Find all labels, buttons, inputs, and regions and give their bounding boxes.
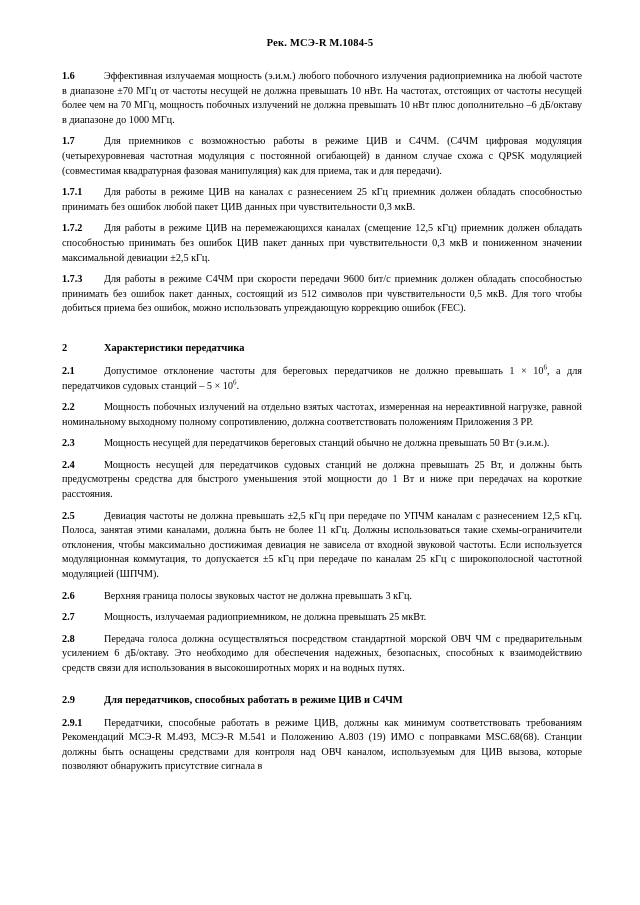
paragraph-2-3 <box>62 437 582 452</box>
paragraph-number: 1.7 <box>62 136 75 148</box>
paragraph-number: 2.9.1 <box>62 717 83 729</box>
paragraph-2-8 <box>62 633 582 677</box>
paragraph-text: Мощность, излучаемая радиоприемником, не должна превышать 25 мкВт. <box>104 612 427 624</box>
paragraph-1-7 <box>62 135 582 179</box>
paragraph-number: 2.3 <box>62 438 75 450</box>
section-title: Характеристики передатчика <box>104 342 245 354</box>
paragraph-text: Для работы в режиме ЦИВ на перемежающихся каналах (смещение 12,5 кГц) приемник должен обладать способностью принимать без ошибок ЦИВ пакет данных при чувствительности 0,3 мкВ и пониженном значении максимальной девиации ±2,5 кГц. <box>62 223 582 264</box>
paragraph-1-6 <box>62 70 582 128</box>
section-heading-2-9 <box>62 694 582 708</box>
paragraph-text: Для приемников с возможностью работы в режиме ЦИВ и С4ЧМ. (С4ЧМ цифровая модуляция (четырехуровневая частотная модуляция с постоянной огибающей) в данном случае схожа с QPSK модуляцией (совместимая квадратурная фазовая манипуляция) как для приема, так и для передачи). <box>62 136 582 177</box>
section-number: 2 <box>62 342 68 354</box>
page-header: Рек. МСЭ-R M.1084-5 <box>266 38 374 49</box>
paragraph-2-7 <box>62 611 582 626</box>
paragraph-number: 2.5 <box>62 510 75 522</box>
paragraph-text: Мощность несущей для передатчиков судовых станций не должна превышать 25 Вт, и должны быть предусмотрены средства для быстрого уменьшения этой мощности до 1 Вт и ниже при передачах на короткие расстояния. <box>62 459 582 501</box>
paragraph-text: Мощность побочных излучений на отдельно взятых частотах, измеренная на нереактивной нагрузке, равной номинальному выходному полному сопротивлению, должна соответствовать положениям Приложения 3 РР. <box>62 402 582 428</box>
paragraph-text: Передатчики, способные работать в режиме ЦИВ, должны как минимум соответствовать требованиям Рекомендаций МСЭ-R M.493, МСЭ-R M.541 и Положению A.803 (19) ИМО с поправками MSC.68(68). Станции должны быть оснащены средствами для контроля над ОВЧ каналом, используемым для ЦИВ вызова, которые позволяют обнаружить присутствие сигнала в <box>62 717 582 773</box>
paragraph-number: 2.2 <box>62 402 75 414</box>
paragraph-text: Эффективная излучаемая мощность (э.и.м.) любого побочного излучения радиоприемника на любой частоте в диапазоне ±70 МГц от частоты несущей не должна превышать 10 нВт. На частотах, отстоящих от частоты несущей более чем на 70 МГц, мощность побочных излучений не должна превышать 10 нВт плюс дополнительно –6 дБ/октаву в диапазоне до 1000 МГц. <box>62 71 582 126</box>
document-body <box>62 70 582 782</box>
paragraph-text: Девиация частоты не должна превышать ±2,5 кГц при передаче по УПЧМ каналам с разнесением 12,5 кГц. Полоса, занятая этими каналами, должна быть не более 11 кГц. Должны использоваться такие схемы-ограничители отклонения, чтобы максимально достижимая девиация не зависела от входной звуковой частоты. Если используется модуляционная коммутация, то допускается ±5 кГц при передаче по каналам 25 кГц с широкополосной частотной модуляцией (ШПЧМ). <box>62 510 582 581</box>
paragraph-2-1 <box>62 365 582 394</box>
paragraph-1-7-3 <box>62 273 582 317</box>
paragraph-text: Для работы в режиме ЦИВ на каналах с разнесением 25 кГц приемник должен обладать способностью принимать без ошибок любой пакет ЦИВ данных при чувствительности 0,3 мкВ. <box>62 187 582 213</box>
paragraph-2-4 <box>62 459 582 503</box>
section-number: 2.9 <box>62 694 75 706</box>
paragraph-number: 2.8 <box>62 633 75 645</box>
paragraph-text: Мощность несущей для передатчиков береговых станций обычно не должна превышать 50 Вт (э.и.м.). <box>104 438 550 450</box>
paragraph-number: 1.7.3 <box>62 274 83 286</box>
paragraph-number: 1.7.1 <box>62 187 83 199</box>
paragraph-number: 2.7 <box>62 612 75 624</box>
paragraph-2-5 <box>62 510 582 583</box>
paragraph-number: 1.6 <box>62 71 75 82</box>
paragraph-text: . <box>236 380 239 392</box>
paragraph-text: Верхняя граница полосы звуковых частот не должна превышать 3 кГц. <box>104 590 412 602</box>
paragraph-number: 2.6 <box>62 590 75 602</box>
paragraph-text: Допустимое отклонение частоты для береговых передатчиков не должно превышать 1 × 10 <box>104 365 544 377</box>
paragraph-text: Передача голоса должна осуществляться посредством стандартной морской ОВЧ ЧМ с предварительным усилением 6 дБ/октаву. Это необходимо для обеспечения надежных, безопасных, способных к взаимодействию средств связи для использования в высокоширотных морях и на водных путях. <box>62 633 582 674</box>
exponent: 6 <box>232 378 237 387</box>
paragraph-2-6 <box>62 590 582 605</box>
section-title: Для передатчиков, способных работать в режиме ЦИВ и С4ЧМ <box>104 694 403 706</box>
paragraph-1-7-2 <box>62 222 582 266</box>
exponent: 6 <box>543 363 547 372</box>
section-heading-2 <box>62 342 582 356</box>
paragraph-2-9-1 <box>62 717 582 775</box>
paragraph-number: 1.7.2 <box>62 223 83 235</box>
paragraph-text: Для работы в режиме С4ЧМ при скорости передачи 9600 бит/с приемник должен обладать способностью принимать без ошибок пакет данных, состоящий из 512 символов при чувствительности 0,5 мкВ. Для того чтобы добиться приема без ошибок, можно использовать упреждающую коррекцию ошибок (FEC). <box>62 274 582 315</box>
paragraph-1-7-1 <box>62 186 582 215</box>
paragraph-2-2 <box>62 401 582 430</box>
paragraph-text: , а для передатчиков судовых станций – 5 × 10 <box>62 365 582 392</box>
paragraph-number: 2.1 <box>62 365 75 377</box>
paragraph-number: 2.4 <box>62 459 75 471</box>
